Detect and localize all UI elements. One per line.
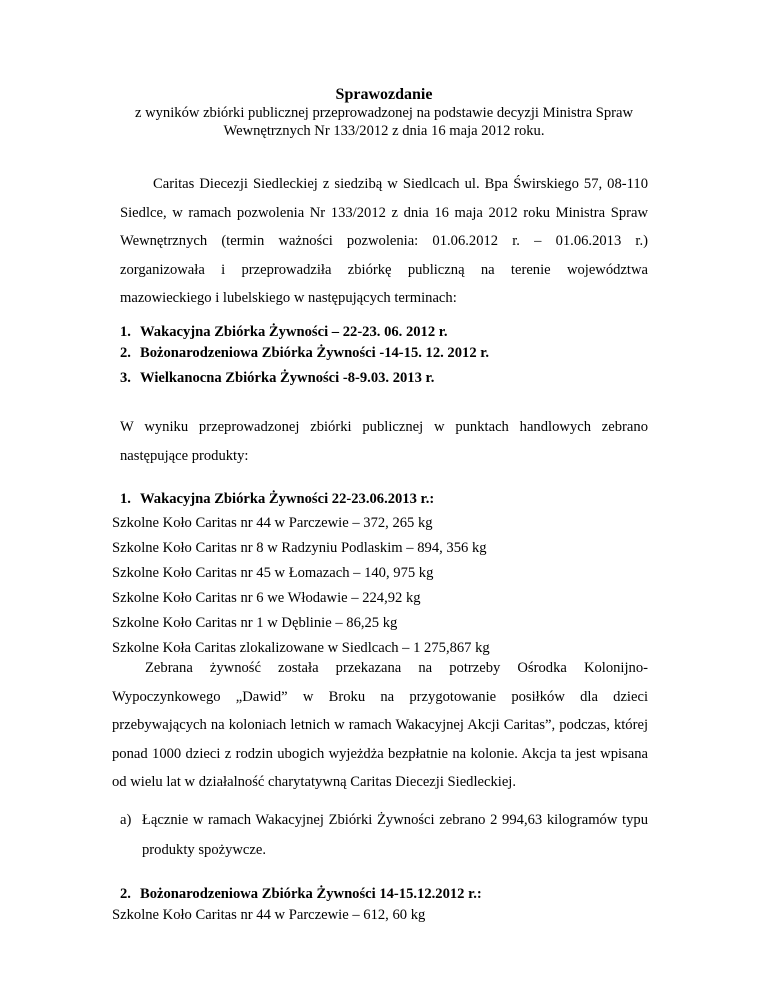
collection-item: Szkolne Koło Caritas nr 1 w Dęblinie – 86,25 kg [112,615,398,631]
summary-text: Łącznie w ramach Wakacyjnej Zbiórki Żywności zebrano 2 994,63 kilogramów typu produkty spożywcze. [142,812,648,858]
term-item [120,369,434,387]
section-1-heading [120,490,434,508]
subtitle-line-1: z wyników zbiórki publicznej przeprowadzonej na podstawie decyzji Ministra Spraw [134,105,634,121]
document-title: Sprawozdanie [335,86,433,103]
term-item [120,323,448,341]
section-2-heading [120,885,482,903]
section-number: 2. [120,886,131,902]
term-text: Wakacyjna Zbiórka Żywności – 22-23. 06. 2012 r. [140,324,448,340]
term-number: 3. [120,370,131,386]
term-number: 2. [120,345,131,361]
document-subtitle [120,104,648,140]
section-1-description: Zebrana żywność została przekazana na potrzeby Ośrodka Kolonijno- Wypoczynkowego „Dawid” w Broku na przygotowanie posiłków dla dzieci przebywających na koloniach letnich w ramach Wakacyjnej Akcji Caritas”, podczas, której ponad 1000 dzieci z rodzin ubogich wyjeżdża bezpłatnie na kolonie. Akcja ta jest wpisana od wielu lat w działalność charytatywną Caritas Diecezji Siedleckiej. [112,660,648,791]
term-text: Wielkanocna Zbiórka Żywności -8-9.03. 2013 r. [140,370,435,386]
intro-paragraph: Caritas Diecezji Siedleckiej z siedzibą w Siedlcach ul. Bpa Świrskiego 57, 08-110 Siedlce, w ramach pozwolenia Nr 133/2012 z dnia 16 maja 2012 roku Ministra Spraw Wewnętrznych (termin ważności pozwolenia: 01.06.2012 r. – 01.06.2013 r.) zorganizowała i przeprowadziła zbiórkę publiczną na terenie województwa mazowieckiego i lubelskiego w następujących terminach: [120,176,648,307]
section-number: 1. [120,491,131,507]
section-heading-text: Bożonarodzeniowa Zbiórka Żywności 14-15.12.2012 r.: [140,886,482,902]
section-1-summary [120,805,648,865]
collection-item: Szkolne Koło Caritas nr 6 we Włodawie – 224,92 kg [112,590,421,606]
collection-item: Szkolne Koło Caritas nr 44 w Parczewie – 612, 60 kg [112,907,426,923]
term-number: 1. [120,324,131,340]
collection-item: Szkolne Koło Caritas nr 45 w Łomazach – 140, 975 kg [112,565,434,581]
summary-label: a) [120,812,132,828]
term-item [120,344,489,362]
subtitle-line-2: Wewnętrznych Nr 133/2012 z dnia 16 maja 2012 roku. [223,123,545,139]
collection-item: Szkolne Koło Caritas nr 8 w Radzyniu Podlaskim – 894, 356 kg [112,540,487,556]
result-intro-paragraph: W wyniku przeprowadzonej zbiórki publicznej w punktach handlowych zebrano następujące produkty: [120,419,648,464]
term-text: Bożonarodzeniowa Zbiórka Żywności -14-15. 12. 2012 r. [140,345,490,361]
collection-item: Szkolne Koła Caritas zlokalizowane w Siedlcach – 1 275,867 kg [112,640,490,656]
section-heading-text: Wakacyjna Zbiórka Żywności 22-23.06.2013 r.: [140,491,435,507]
collection-item: Szkolne Koło Caritas nr 44 w Parczewie – 372, 265 kg [112,515,433,531]
